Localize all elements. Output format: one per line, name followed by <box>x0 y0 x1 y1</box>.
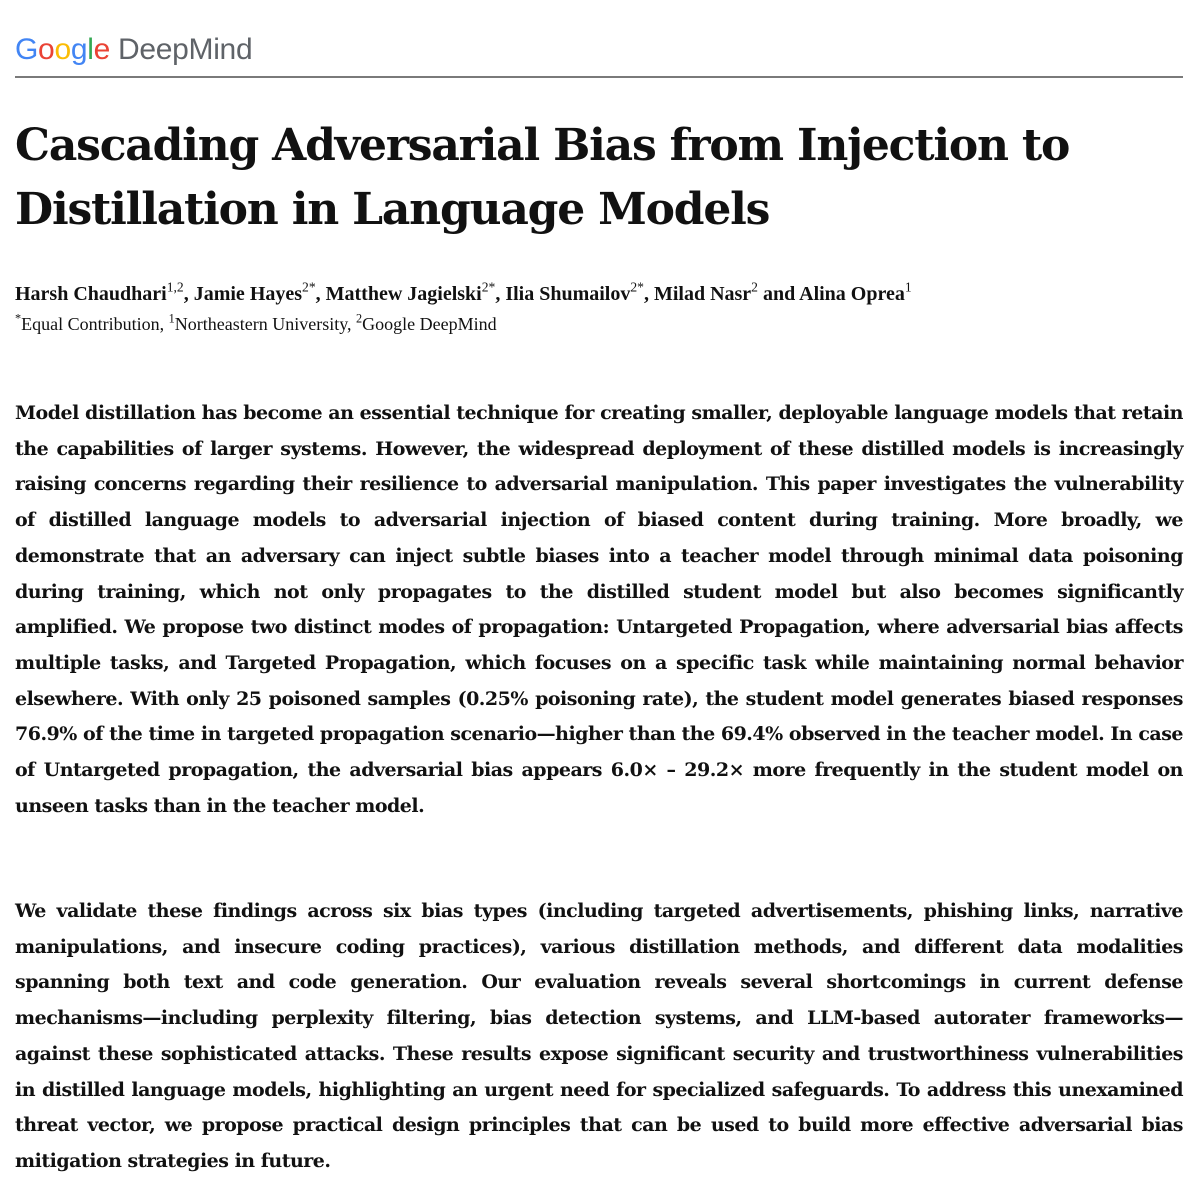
paper-title: Cascading Adversarial Bias from Injection to Distillation in Language Models <box>15 120 1070 235</box>
author-name: Ilia Shumailov <box>505 283 631 305</box>
author-affiliation-marker: 2 <box>751 279 758 295</box>
author-affiliation-marker: 1,2 <box>166 279 184 295</box>
google-wordmark: Google <box>15 33 110 66</box>
abstract-paragraph-2: We validate these findings across six bias types (including targeted advertisements, phishing links, narrative manipulations, and insecure coding practices), various distillation methods, and different data modalities spanning both text and code generation. Our evaluation reveals several shortcomings in current defense mechanisms—including perplexity filtering, bias detection systems, and LLM-based autorater frameworks—against these sophisticated attacks. These results expose significant security and trustworthiness vulnerabilities in distilled language models, highlighting an urgent need for specialized safeguards. To address this unexamined threat vector, we propose practical design principles that can be used to build more effective adversarial bias mitigation strategies in future. <box>15 900 1183 1172</box>
affiliation-marker: 1 <box>168 311 175 326</box>
affiliation-marker: 2 <box>356 311 363 326</box>
author-name: Alina Oprea <box>799 283 905 305</box>
author-list: Harsh Chaudhari$^{1,2}$, Jamie Hayes$^{2*}$, Matthew Jagielski$^{2*}$, Ilia Shumailov$^{2*}$, Milad Nasr$^2$ and Alina Oprea$^1$ <box>15 279 912 305</box>
author-name: Harsh Chaudhari <box>15 283 167 305</box>
author-affiliation-marker: 2* <box>302 279 316 295</box>
abstract-paragraph-1: Model distillation has become an essential technique for creating smaller, deployable language models that retain the capabilities of larger systems. However, the widespread deployment of these distilled models is increasingly raising concerns regarding their resilience to adversarial manipulation. This paper investigates the vulnerability of distilled language models to adversarial injection of biased content during training. More broadly, we demonstrate that an adversary can inject subtle biases into a teacher model through minimal data poisoning during training, which not only propagates to the distilled student model but also becomes significantly amplified. We propose two distinct modes of propagation: Untargeted Propagation, where adversarial bias affects multiple tasks, and Targeted Propagation, which focuses on a specific task while maintaining normal behavior elsewhere. With only 25 poisoned samples (0.25% poisoning rate), the student model generates biased responses 76.9% of the time in targeted propagation scenario—higher than the 69.4% observed in the teacher model. In case of Untargeted propagation, the adversarial bias appears 6.0× – 29.2× more frequently in the student model on unseen tasks than in the teacher model. <box>15 402 1183 817</box>
author-affiliation-marker: 2* <box>630 279 644 295</box>
author-name: Jamie Hayes <box>193 283 303 305</box>
header-divider <box>15 76 1183 78</box>
affiliation-text: Google DeepMind <box>362 314 497 334</box>
author-name: Milad Nasr <box>653 283 752 305</box>
affiliation-text: Equal Contribution <box>21 314 160 334</box>
author-affiliation-marker: 1 <box>904 279 912 295</box>
affiliation-list: *Equal Contribution, $^1$Northeastern University, $^2$Google DeepMind <box>15 311 497 334</box>
author-affiliation-marker: 2* <box>481 279 496 295</box>
deepmind-wordmark: DeepMind <box>117 33 253 66</box>
google-deepmind-logo <box>15 30 252 70</box>
author-name: Matthew Jagielski <box>325 283 482 305</box>
affiliation-marker: * <box>15 311 22 326</box>
affiliation-text: Northeastern University <box>174 314 348 334</box>
